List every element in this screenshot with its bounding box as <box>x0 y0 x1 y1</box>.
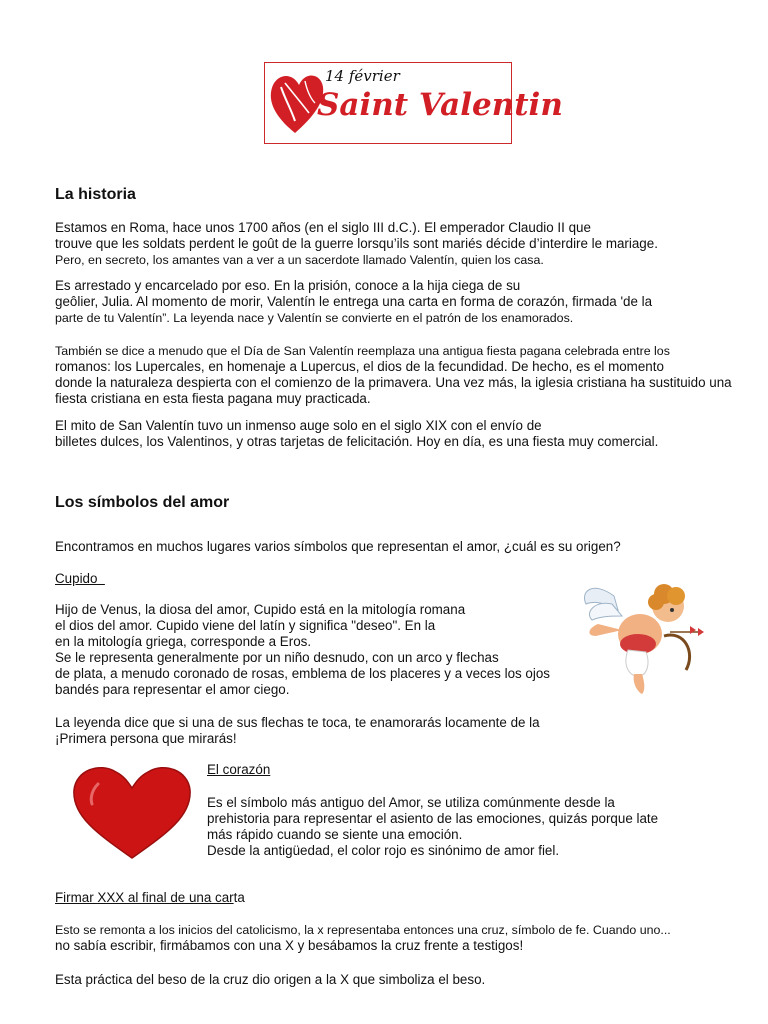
xxx-title <box>55 890 245 906</box>
text-line: También se dice a menudo que el Día de San Valentín reemplaza una antigua fiesta pagana celebrada entre los <box>55 344 670 358</box>
cupido-paragraph-2 <box>55 715 540 747</box>
cupido-title-text: Cupido <box>55 571 98 586</box>
xxx-title-rest: ta <box>233 890 245 905</box>
text-line: ¡Primera persona que mirarás! <box>55 731 237 746</box>
text-line: romanos: los Lupercales, en homenaje a Lupercus, el dios de la fecundidad. De hecho, es el momento <box>55 359 664 374</box>
historia-paragraph-2 <box>55 278 652 326</box>
simbolos-intro: Encontramos en muchos lugares varios símbolos que representan el amor, ¿cuál es su origen? <box>55 539 621 554</box>
cupido-title <box>55 571 105 587</box>
logo-title: Saint Valentin <box>317 87 563 123</box>
xxx-paragraph-1 <box>55 922 671 954</box>
xxx-paragraph-2: Esta práctica del beso de la cruz dio origen a la X que simboliza el beso. <box>55 972 486 987</box>
text-line: de plata, a menudo coronado de rosas, emblema de los placeres y a veces los ojos <box>55 666 550 681</box>
text-line: más rápido cuando se siente una emoción. <box>207 827 463 842</box>
historia-paragraph-1 <box>55 220 658 268</box>
text-line: Desde la antigüedad, el color rojo es sinónimo de amor fiel. <box>207 843 560 858</box>
text-line: donde la naturaleza despierta con el comienzo de la primavera. Una vez más, la iglesia cristiana ha sustituido una <box>55 375 732 390</box>
section-heading-simbolos: Los símbolos del amor <box>55 494 230 511</box>
text-line: en la mitología griega, corresponde a Eros. <box>55 634 312 649</box>
text-line: prehistoria para representar el asiento de las emociones, quizás porque late <box>207 811 659 826</box>
text-line: Estamos en Roma, hace unos 1700 años (en el siglo III d.C.). El emperador Claudio II que <box>55 220 591 235</box>
historia-paragraph-4 <box>55 418 658 450</box>
text-line: bandés para representar el amor ciego. <box>55 682 290 697</box>
text-line: trouve que les soldats perdent le goût de la guerre lorsqu’ils sont mariés décide d’interdire le mariage. <box>55 236 658 251</box>
text-line: geôlier, Julia. Al momento de morir, Valentín le entrega una carta en forma de corazón, firmada 'de la <box>55 294 653 309</box>
logo-date: 14 février <box>325 67 400 85</box>
xxx-title-underlined: Firmar XXX al final de una car <box>55 890 234 905</box>
text-line: Esto se remonta a los inicios del catolicismo, la x representaba entonces una cruz, símbolo de fe. Cuando uno... <box>55 923 671 937</box>
section-heading-historia: La historia <box>55 186 136 203</box>
text-line: no sabía escribir, firmábamos con una X y besábamos la cruz frente a testigos! <box>55 938 524 953</box>
text-line: fiesta cristiana en esta fiesta pagana muy practicada. <box>55 391 371 406</box>
red-heart-image <box>68 762 196 862</box>
logo <box>264 62 563 144</box>
text-line: Es el símbolo más antiguo del Amor, se utiliza comúnmente desde la <box>207 795 615 810</box>
text-line: Es arrestado y encarcelado por eso. En la prisión, conoce a la hija ciega de su <box>55 278 521 293</box>
text-line: El mito de San Valentín tuvo un inmenso auge solo en el siglo XIX con el envío de <box>55 418 542 433</box>
cupid-image <box>578 570 708 700</box>
text-line: Pero, en secreto, los amantes van a ver a un sacerdote llamado Valentín, quien los casa. <box>55 253 544 267</box>
text-line: parte de tu Valentín”. La leyenda nace y Valentín se convierte en el patrón de los enamorados. <box>55 311 574 325</box>
text-line: el dios del amor. Cupido viene del latín y significa "deseo". En la <box>55 618 436 633</box>
corazon-paragraph <box>207 795 658 859</box>
corazon-title: El corazón <box>207 762 271 777</box>
text-line: La leyenda dice que si una de sus flechas te toca, te enamorarás locamente de la <box>55 715 540 730</box>
text-line: Se le representa generalmente por un niño desnudo, con un arco y flechas <box>55 650 499 665</box>
historia-paragraph-3 <box>55 343 732 407</box>
cupido-paragraph-1 <box>55 602 550 698</box>
text-line: billetes dulces, los Valentinos, y otras tarjetas de felicitación. Hoy en día, es una fiesta muy comercial. <box>55 434 659 449</box>
text-line: Hijo de Venus, la diosa del amor, Cupido está en la mitología romana <box>55 602 466 617</box>
